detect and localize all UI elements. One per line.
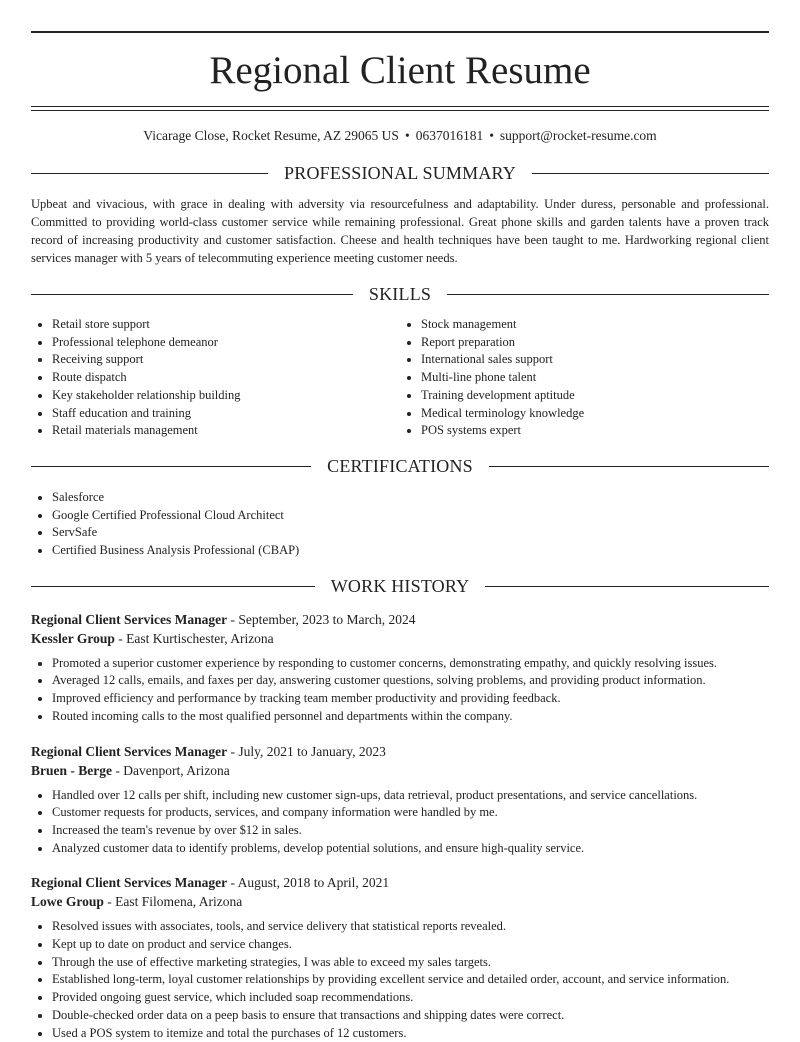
job-company-line — [31, 761, 769, 780]
skills-list-left — [31, 316, 400, 440]
job-bullets — [31, 918, 769, 1042]
contact-email[interactable]: support@rocket-resume.com — [499, 128, 657, 143]
job-location: - East Kurtischester, Arizona — [114, 630, 274, 646]
section-title: CERTIFICATIONS — [327, 456, 473, 477]
job-title-line — [31, 742, 769, 761]
list-item: • Increased the team's revenue by over $12 in sales. — [52, 822, 769, 840]
heading-rule — [447, 294, 769, 295]
list-item: • Stock management — [421, 316, 769, 334]
job-dates: - August, 2018 to April, 2021 — [227, 875, 390, 891]
skills-list-right — [400, 316, 769, 440]
heading-rule — [31, 173, 268, 174]
list-item: • Retail materials management — [52, 422, 400, 440]
skills-column-left — [31, 316, 400, 440]
section-heading-summary — [31, 160, 769, 186]
list-item: • ServSafe — [52, 524, 769, 542]
heading-rule — [532, 173, 769, 174]
list-item: • Report preparation — [421, 334, 769, 352]
skills-list — [31, 316, 769, 440]
list-item: • Averaged 12 calls, emails, and faxes per day, answering customer questions, solving problems, and providing product information. — [52, 672, 769, 690]
heading-rule — [489, 466, 769, 467]
list-item: • Professional telephone demeanor — [52, 334, 400, 352]
job-entry — [31, 873, 769, 1042]
job-title: Regional Client Services Manager — [31, 611, 228, 627]
title-double-rule — [31, 106, 769, 111]
list-item: • International sales support — [421, 351, 769, 369]
contact-separator: • — [489, 128, 494, 143]
job-title-line — [31, 873, 769, 892]
list-item: • Medical terminology knowledge — [421, 405, 769, 423]
section-title: WORK HISTORY — [330, 576, 470, 597]
work-history-list — [31, 610, 769, 1042]
contact-phone[interactable]: 0637016181 — [415, 128, 484, 143]
certifications-list — [31, 489, 769, 560]
list-item: • Training development aptitude — [421, 387, 769, 405]
contact-separator: • — [404, 128, 410, 143]
list-item: • Routed incoming calls to the most qualified personnel and departments within the company. — [52, 708, 769, 726]
list-item: • Google Certified Professional Cloud Architect — [52, 507, 769, 525]
list-item: • Salesforce — [52, 489, 769, 507]
resume-page — [31, 0, 769, 1042]
job-bullets — [31, 655, 769, 726]
job-bullets — [31, 787, 769, 858]
section-heading-skills — [31, 281, 769, 307]
heading-rule — [31, 586, 315, 587]
list-item: • Improved efficiency and performance by tracking team member productivity and providing feedback. — [52, 690, 769, 708]
list-item: • Resolved issues with associates, tools, and service delivery that statistical reports revealed. — [52, 918, 769, 936]
list-item: • Retail store support — [52, 316, 400, 334]
job-title: Regional Client Services Manager — [31, 743, 228, 759]
list-item: • Multi-line phone talent — [421, 369, 769, 387]
section-heading-work-history — [31, 574, 769, 600]
list-item: • Used a POS system to itemize and total the purchases of 12 customers. — [52, 1025, 769, 1042]
job-title: Regional Client Services Manager — [31, 875, 228, 891]
heading-rule — [31, 294, 353, 295]
list-item: • Receiving support — [52, 351, 400, 369]
heading-rule — [485, 586, 769, 587]
list-item: • Provided ongoing guest service, which included soap recommendations. — [52, 989, 769, 1007]
heading-rule — [31, 466, 311, 467]
list-item: • Promoted a superior customer experience by responding to customer concerns, demonstrating empathy, and quickly resolving issues. — [52, 655, 769, 673]
list-item: • Established long-term, loyal customer relationships by providing excellent service and detailed order, account, and service information. — [52, 971, 769, 989]
job-entry — [31, 610, 769, 726]
section-title: PROFESSIONAL SUMMARY — [284, 162, 516, 183]
job-company-line — [31, 892, 769, 911]
job-company: Lowe Group — [31, 894, 104, 910]
list-item: • Kept up to date on product and service changes. — [52, 936, 769, 954]
list-item: • Staff education and training — [52, 405, 400, 423]
list-item: • Analyzed customer data to identify problems, develop potential solutions, and ensure high-quality service. — [52, 840, 769, 858]
summary-text: Upbeat and vivacious, with grace in dealing with adversity via resourcefulness and adaptability. Under duress, personable and professional. Committed to providing world-class customer service while remaining professional. Great phone skills and garden talents have a proven track record of increasing productivity and customer satisfaction. Cheese and health techniques have been taught to me. Hardworking regional client services manager with 5 years of telecommuting experience meeting customer needs. — [31, 197, 769, 265]
job-company: Kessler Group — [31, 630, 115, 646]
job-entry — [31, 742, 769, 858]
list-item: • Route dispatch — [52, 369, 400, 387]
job-company: Bruen - Berge — [31, 762, 112, 778]
resume-title: Regional Client Resume — [209, 49, 591, 92]
job-dates: - September, 2023 to March, 2024 — [227, 611, 416, 627]
job-location: - East Filomena, Arizona — [103, 894, 243, 910]
job-title-line — [31, 610, 769, 629]
list-item: • Handled over 12 calls per shift, including new customer sign-ups, data retrieval, product presentations, and service cancellations. — [52, 787, 769, 805]
job-location: - Davenport, Arizona — [111, 762, 230, 778]
top-rule — [31, 31, 769, 33]
list-item: • Key stakeholder relationship building — [52, 387, 400, 405]
section-heading-certifications — [31, 454, 769, 480]
list-item: • Through the use of effective marketing strategies, I was able to exceed my sales targets. — [52, 954, 769, 972]
list-item: • Certified Business Analysis Professional (CBAP) — [52, 542, 769, 560]
contact-address: Vicarage Close, Rocket Resume, AZ 29065 US — [143, 128, 399, 143]
list-item: • POS systems expert — [421, 422, 769, 440]
certifications-items — [31, 489, 769, 560]
contact-line — [31, 126, 769, 146]
list-item: • Customer requests for products, services, and company information were handled by me. — [52, 804, 769, 822]
list-item: • Double-checked order data on a peep basis to ensure that transactions and shipping dates were correct. — [52, 1007, 769, 1025]
section-title: SKILLS — [368, 283, 432, 304]
skills-column-right — [400, 316, 769, 440]
job-dates: - July, 2021 to January, 2023 — [227, 743, 386, 759]
job-company-line — [31, 629, 769, 648]
